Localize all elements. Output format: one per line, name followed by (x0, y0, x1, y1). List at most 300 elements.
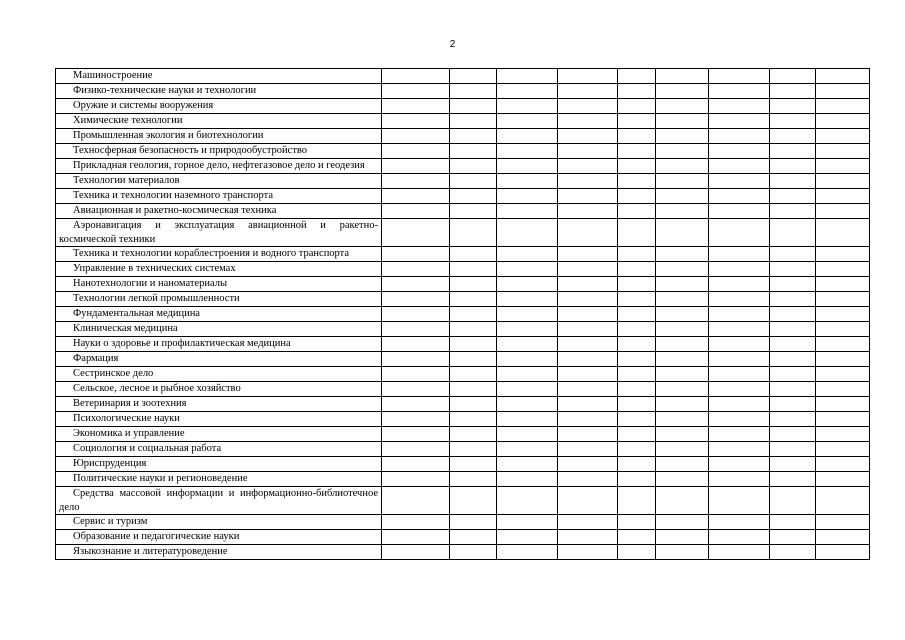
empty-cell (618, 219, 656, 247)
empty-cell (816, 277, 870, 292)
empty-cell (709, 174, 770, 189)
table-row (56, 367, 870, 382)
empty-cell (450, 457, 497, 472)
empty-cell (618, 99, 656, 114)
empty-cell (450, 472, 497, 487)
empty-cell (497, 397, 558, 412)
empty-cell (770, 307, 816, 322)
empty-cell (770, 204, 816, 219)
empty-cell (558, 129, 618, 144)
empty-cell (618, 277, 656, 292)
empty-cell (656, 189, 709, 204)
empty-cell (618, 189, 656, 204)
empty-cell (497, 472, 558, 487)
empty-cell (816, 114, 870, 129)
empty-cell (656, 337, 709, 352)
empty-cell (618, 247, 656, 262)
empty-cell (816, 487, 870, 515)
empty-cell (450, 515, 497, 530)
empty-cell (816, 412, 870, 427)
row-label: Ветеринария и зоотехния (56, 397, 382, 412)
empty-cell (709, 487, 770, 515)
empty-cell (382, 530, 450, 545)
empty-cell (497, 99, 558, 114)
empty-cell (709, 129, 770, 144)
empty-cell (656, 159, 709, 174)
empty-cell (618, 427, 656, 442)
empty-cell (770, 427, 816, 442)
empty-cell (558, 204, 618, 219)
empty-cell (770, 219, 816, 247)
table-row (56, 189, 870, 204)
empty-cell (618, 144, 656, 159)
empty-cell (558, 352, 618, 367)
empty-cell (656, 487, 709, 515)
empty-cell (709, 114, 770, 129)
empty-cell (558, 262, 618, 277)
empty-cell (618, 69, 656, 84)
empty-cell (816, 219, 870, 247)
empty-cell (450, 352, 497, 367)
empty-cell (450, 189, 497, 204)
empty-cell (770, 442, 816, 457)
empty-cell (497, 84, 558, 99)
row-label: Фундаментальная медицина (56, 307, 382, 322)
empty-cell (497, 292, 558, 307)
empty-cell (709, 457, 770, 472)
empty-cell (816, 427, 870, 442)
empty-cell (497, 382, 558, 397)
empty-cell (382, 292, 450, 307)
empty-cell (382, 174, 450, 189)
row-label: Психологические науки (56, 412, 382, 427)
empty-cell (656, 69, 709, 84)
empty-cell (382, 144, 450, 159)
empty-cell (770, 144, 816, 159)
empty-cell (816, 159, 870, 174)
empty-cell (656, 530, 709, 545)
empty-cell (770, 174, 816, 189)
row-label: Аэронавигация и эксплуатация авиационной и ракетно-космической техники (56, 219, 382, 247)
empty-cell (382, 337, 450, 352)
empty-cell (450, 262, 497, 277)
empty-cell (450, 382, 497, 397)
empty-cell (450, 129, 497, 144)
empty-cell (618, 412, 656, 427)
row-label: Промышленная экология и биотехнологии (56, 129, 382, 144)
table-row (56, 99, 870, 114)
row-label: Средства массовой информации и информационно-библиотечное дело (56, 487, 382, 515)
empty-cell (618, 129, 656, 144)
empty-cell (618, 545, 656, 560)
empty-cell (709, 397, 770, 412)
empty-cell (770, 277, 816, 292)
empty-cell (382, 382, 450, 397)
empty-cell (450, 174, 497, 189)
empty-cell (497, 219, 558, 247)
empty-cell (656, 545, 709, 560)
empty-cell (382, 442, 450, 457)
empty-cell (656, 144, 709, 159)
table-row (56, 337, 870, 352)
empty-cell (382, 307, 450, 322)
empty-cell (497, 352, 558, 367)
empty-cell (558, 144, 618, 159)
row-label: Технологии легкой промышленности (56, 292, 382, 307)
empty-cell (709, 247, 770, 262)
empty-cell (382, 457, 450, 472)
empty-cell (709, 307, 770, 322)
empty-cell (816, 530, 870, 545)
empty-cell (709, 159, 770, 174)
empty-cell (558, 382, 618, 397)
empty-cell (816, 99, 870, 114)
table-row (56, 219, 870, 247)
empty-cell (770, 367, 816, 382)
empty-cell (618, 367, 656, 382)
empty-cell (497, 337, 558, 352)
empty-cell (770, 322, 816, 337)
row-label: Техника и технологии наземного транспорта (56, 189, 382, 204)
empty-cell (497, 322, 558, 337)
empty-cell (618, 174, 656, 189)
empty-cell (497, 114, 558, 129)
empty-cell (497, 277, 558, 292)
empty-cell (450, 204, 497, 219)
table-row (56, 412, 870, 427)
empty-cell (770, 69, 816, 84)
empty-cell (816, 204, 870, 219)
empty-cell (816, 292, 870, 307)
empty-cell (656, 307, 709, 322)
empty-cell (618, 204, 656, 219)
empty-cell (656, 262, 709, 277)
empty-cell (382, 247, 450, 262)
empty-cell (382, 367, 450, 382)
table-row (56, 114, 870, 129)
empty-cell (558, 219, 618, 247)
empty-cell (816, 457, 870, 472)
row-label: Экономика и управление (56, 427, 382, 442)
empty-cell (558, 515, 618, 530)
empty-cell (656, 114, 709, 129)
empty-cell (558, 69, 618, 84)
empty-cell (450, 322, 497, 337)
empty-cell (709, 69, 770, 84)
empty-cell (618, 322, 656, 337)
empty-cell (770, 337, 816, 352)
empty-cell (382, 114, 450, 129)
empty-cell (450, 144, 497, 159)
empty-cell (709, 262, 770, 277)
empty-cell (558, 84, 618, 99)
empty-cell (382, 69, 450, 84)
table-body (56, 69, 870, 560)
empty-cell (450, 442, 497, 457)
empty-cell (709, 382, 770, 397)
empty-cell (618, 262, 656, 277)
empty-cell (709, 189, 770, 204)
empty-cell (816, 442, 870, 457)
empty-cell (816, 337, 870, 352)
empty-cell (497, 412, 558, 427)
empty-cell (382, 219, 450, 247)
empty-cell (770, 129, 816, 144)
empty-cell (558, 337, 618, 352)
empty-cell (558, 487, 618, 515)
empty-cell (558, 545, 618, 560)
empty-cell (816, 545, 870, 560)
empty-cell (497, 262, 558, 277)
empty-cell (558, 457, 618, 472)
empty-cell (450, 277, 497, 292)
empty-cell (558, 530, 618, 545)
empty-cell (709, 322, 770, 337)
empty-cell (497, 159, 558, 174)
row-label: Юриспруденция (56, 457, 382, 472)
empty-cell (770, 84, 816, 99)
empty-cell (618, 84, 656, 99)
empty-cell (497, 307, 558, 322)
empty-cell (770, 457, 816, 472)
empty-cell (770, 114, 816, 129)
empty-cell (382, 545, 450, 560)
empty-cell (656, 292, 709, 307)
empty-cell (709, 99, 770, 114)
empty-cell (558, 412, 618, 427)
empty-cell (656, 397, 709, 412)
empty-cell (656, 427, 709, 442)
empty-cell (656, 84, 709, 99)
empty-cell (618, 159, 656, 174)
page-number: 2 (449, 39, 456, 50)
empty-cell (656, 204, 709, 219)
empty-cell (618, 457, 656, 472)
table-row (56, 322, 870, 337)
row-label: Сестринское дело (56, 367, 382, 382)
row-label: Нанотехнологии и наноматериалы (56, 277, 382, 292)
empty-cell (497, 144, 558, 159)
row-label: Химические технологии (56, 114, 382, 129)
empty-cell (618, 382, 656, 397)
empty-cell (816, 262, 870, 277)
row-label: Фармация (56, 352, 382, 367)
table-row (56, 397, 870, 412)
row-label: Социология и социальная работа (56, 442, 382, 457)
empty-cell (816, 69, 870, 84)
row-label: Авиационная и ракетно-космическая техника (56, 204, 382, 219)
empty-cell (558, 307, 618, 322)
empty-cell (709, 144, 770, 159)
empty-cell (770, 397, 816, 412)
empty-cell (816, 382, 870, 397)
row-label: Прикладная геология, горное дело, нефтегазовое дело и геодезия (56, 159, 382, 174)
row-label: Техника и технологии кораблестроения и водного транспорта (56, 247, 382, 262)
empty-cell (770, 412, 816, 427)
empty-cell (618, 472, 656, 487)
empty-cell (816, 84, 870, 99)
empty-cell (450, 427, 497, 442)
empty-cell (656, 174, 709, 189)
empty-cell (709, 292, 770, 307)
empty-cell (618, 397, 656, 412)
empty-cell (618, 292, 656, 307)
table-row (56, 382, 870, 397)
row-label: Языкознание и литературоведение (56, 545, 382, 560)
empty-cell (709, 204, 770, 219)
empty-cell (656, 412, 709, 427)
empty-cell (816, 189, 870, 204)
empty-cell (450, 530, 497, 545)
empty-cell (656, 457, 709, 472)
empty-cell (656, 472, 709, 487)
empty-cell (558, 189, 618, 204)
empty-cell (382, 427, 450, 442)
empty-cell (656, 442, 709, 457)
empty-cell (558, 99, 618, 114)
empty-cell (816, 174, 870, 189)
empty-cell (770, 99, 816, 114)
empty-cell (450, 69, 497, 84)
table-row (56, 352, 870, 367)
empty-cell (497, 515, 558, 530)
empty-cell (382, 472, 450, 487)
empty-cell (709, 367, 770, 382)
empty-cell (382, 159, 450, 174)
empty-cell (497, 189, 558, 204)
empty-cell (816, 247, 870, 262)
empty-cell (656, 219, 709, 247)
empty-cell (382, 487, 450, 515)
empty-cell (816, 352, 870, 367)
empty-cell (770, 545, 816, 560)
empty-cell (816, 367, 870, 382)
empty-cell (497, 442, 558, 457)
empty-cell (770, 159, 816, 174)
empty-cell (656, 367, 709, 382)
empty-cell (450, 84, 497, 99)
empty-cell (558, 247, 618, 262)
empty-cell (558, 472, 618, 487)
empty-cell (558, 277, 618, 292)
row-label: Сельское, лесное и рыбное хозяйство (56, 382, 382, 397)
empty-cell (656, 99, 709, 114)
table-row (56, 277, 870, 292)
specialties-table (55, 68, 870, 560)
empty-cell (450, 397, 497, 412)
empty-cell (558, 174, 618, 189)
row-label: Сервис и туризм (56, 515, 382, 530)
empty-cell (450, 412, 497, 427)
empty-cell (497, 487, 558, 515)
empty-cell (382, 262, 450, 277)
table-row (56, 442, 870, 457)
empty-cell (497, 530, 558, 545)
empty-cell (382, 352, 450, 367)
empty-cell (558, 367, 618, 382)
empty-cell (497, 247, 558, 262)
empty-cell (770, 382, 816, 397)
empty-cell (618, 114, 656, 129)
empty-cell (770, 189, 816, 204)
empty-cell (618, 487, 656, 515)
empty-cell (558, 322, 618, 337)
empty-cell (382, 99, 450, 114)
table-row (56, 174, 870, 189)
empty-cell (709, 352, 770, 367)
empty-cell (709, 545, 770, 560)
table-row (56, 204, 870, 219)
empty-cell (382, 322, 450, 337)
table-row (56, 530, 870, 545)
empty-cell (770, 247, 816, 262)
empty-cell (450, 114, 497, 129)
empty-cell (450, 337, 497, 352)
table-row (56, 457, 870, 472)
empty-cell (382, 84, 450, 99)
empty-cell (709, 337, 770, 352)
row-label: Физико-технические науки и технологии (56, 84, 382, 99)
empty-cell (709, 530, 770, 545)
empty-cell (497, 204, 558, 219)
empty-cell (656, 382, 709, 397)
empty-cell (618, 337, 656, 352)
table-row (56, 144, 870, 159)
empty-cell (770, 292, 816, 307)
table-row (56, 292, 870, 307)
row-label: Машиностроение (56, 69, 382, 84)
table-row (56, 159, 870, 174)
empty-cell (497, 427, 558, 442)
empty-cell (709, 277, 770, 292)
empty-cell (558, 442, 618, 457)
empty-cell (497, 129, 558, 144)
empty-cell (382, 129, 450, 144)
row-label: Оружие и системы вооружения (56, 99, 382, 114)
empty-cell (558, 159, 618, 174)
empty-cell (656, 277, 709, 292)
empty-cell (382, 204, 450, 219)
empty-cell (709, 219, 770, 247)
empty-cell (618, 530, 656, 545)
empty-cell (558, 427, 618, 442)
row-label: Техносферная безопасность и природообустройство (56, 144, 382, 159)
empty-cell (618, 442, 656, 457)
empty-cell (709, 515, 770, 530)
empty-cell (450, 159, 497, 174)
empty-cell (770, 472, 816, 487)
row-label: Образование и педагогические науки (56, 530, 382, 545)
empty-cell (816, 397, 870, 412)
empty-cell (656, 515, 709, 530)
table-row (56, 472, 870, 487)
row-label: Науки о здоровье и профилактическая медицина (56, 337, 382, 352)
empty-cell (816, 129, 870, 144)
empty-cell (770, 487, 816, 515)
empty-cell (558, 292, 618, 307)
empty-cell (382, 397, 450, 412)
empty-cell (558, 397, 618, 412)
empty-cell (816, 515, 870, 530)
empty-cell (770, 262, 816, 277)
empty-cell (382, 515, 450, 530)
table-row (56, 307, 870, 322)
table-row (56, 69, 870, 84)
empty-cell (618, 515, 656, 530)
empty-cell (656, 129, 709, 144)
empty-cell (709, 427, 770, 442)
empty-cell (450, 307, 497, 322)
